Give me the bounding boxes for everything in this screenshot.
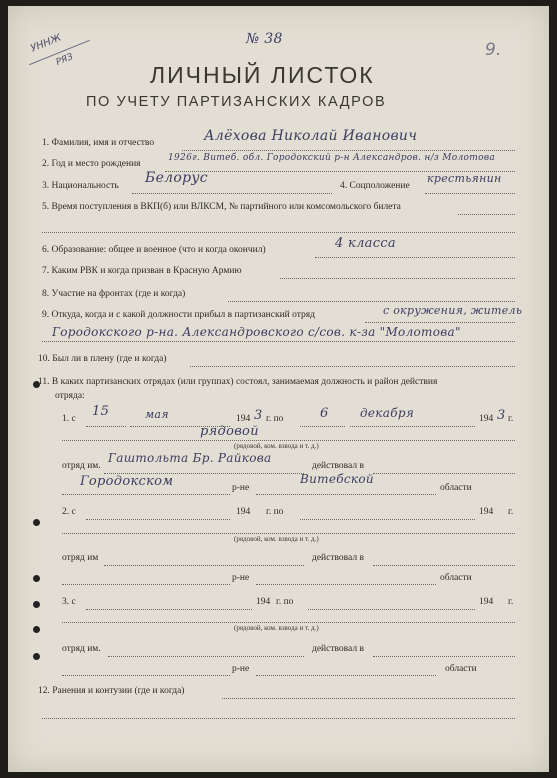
entry-1-month-from: мая <box>145 408 169 421</box>
entry-1-otryad-value: Гаштольта Бр. Райкова <box>108 451 272 465</box>
field-2-label: 2. Год и место рождения <box>42 159 141 169</box>
entry-2-g: г. <box>508 507 514 517</box>
field-8-label: 8. Участие на фронтах (где и когда) <box>42 289 186 299</box>
entry-3-line-from <box>86 609 252 610</box>
field-7-label: 7. Каким РВК и когда призван в Красную Армию <box>42 266 242 276</box>
field-2-value: 1926г. Витеб. обл. Городокский р-н Александров. н/з Молотова <box>168 153 496 163</box>
entry-2-prefix: 2. с <box>62 507 76 517</box>
binder-hole-6 <box>33 653 40 660</box>
field-1-value: Алёхова Николай Иванович <box>204 128 418 144</box>
field-6-line <box>315 257 515 258</box>
entry-2-line-rayon <box>62 584 230 585</box>
entry-1-line-oblast <box>256 494 436 495</box>
entry-3-line-to <box>308 609 475 610</box>
entry-1-rayon-value: Городокском <box>80 474 174 489</box>
entry-1-year-from: 3 <box>254 408 263 423</box>
entry-1-line-acted <box>373 473 515 474</box>
entry-1-prefix: 1. с <box>62 414 76 424</box>
entry-3-line-otryad <box>108 656 304 657</box>
binder-hole-4 <box>33 601 40 608</box>
entry-3-g-po: г. по <box>276 597 294 607</box>
entry-2-line-otryad <box>104 565 304 566</box>
entry-2-position-hint: (рядовой, ком. взвода и т. д.) <box>234 535 319 543</box>
entry-1-year-prefix-to: 194 <box>479 414 494 424</box>
field-5-label: 5. Время поступления в ВКП(б) или ВЛКСМ, № партийного или комсомольского билета <box>42 202 401 212</box>
field-11-label-cont: отряда: <box>55 391 85 401</box>
field-10-label: 10. Был ли в плену (где и когда) <box>38 354 167 364</box>
entry-1-day-from: 15 <box>92 404 110 419</box>
entry-1-otryad-label: отряд им. <box>62 461 101 471</box>
entry-2-year-prefix-to: 194 <box>479 507 494 517</box>
entry-3-oblast-label: области <box>445 664 477 674</box>
entry-1-year-prefix-from: 194 <box>236 414 251 424</box>
field-6-value: 4 класса <box>335 236 396 251</box>
entry-2-acted-label: действовал в <box>312 553 364 563</box>
entry-1-year-to: 3 <box>497 408 506 423</box>
entry-3-prefix: 3. с <box>62 597 76 607</box>
field-1-label: 1. Фамилия, имя и отчество <box>42 138 155 148</box>
entry-1-line-position <box>62 440 515 441</box>
entry-3-line-position <box>62 622 515 623</box>
entry-3-position-hint: (рядовой, ком. взвода и т. д.) <box>234 624 319 632</box>
field-1-line <box>182 150 515 151</box>
entry-1-month-to: декабря <box>360 406 415 420</box>
corner-page-mark: 9. <box>485 40 502 60</box>
entry-2-line-position <box>62 533 515 534</box>
entry-1-position: рядовой <box>200 424 259 439</box>
entry-1-day-to: 6 <box>320 406 329 421</box>
entry-2-line-acted <box>373 565 515 566</box>
field-12-line-a <box>222 698 515 699</box>
entry-1-oblast-value: Витебской <box>300 472 374 486</box>
binder-hole-3 <box>33 575 40 582</box>
field-9-line-b <box>42 341 515 342</box>
entry-2-rayon-label: р-не <box>232 573 250 583</box>
field-5-line-b <box>42 232 515 233</box>
field-12-line-b <box>42 718 515 719</box>
entry-3-acted-label: действовал в <box>312 644 364 654</box>
entry-3-rayon-label: р-не <box>232 664 250 674</box>
entry-2-line-oblast <box>256 584 436 585</box>
document-page <box>8 6 549 772</box>
field-4-value: крестьянин <box>427 172 502 185</box>
entry-1-acted-label: действовал в <box>312 461 364 471</box>
binder-hole-2 <box>33 519 40 526</box>
entry-3-line-acted <box>373 656 515 657</box>
binder-hole-5 <box>33 626 40 633</box>
field-3-value: Белорус <box>145 170 208 186</box>
archive-stamp-line2: РЯЗ <box>54 52 75 68</box>
document-number: № 38 <box>246 31 283 47</box>
entry-2-line-from <box>86 519 230 520</box>
entry-2-g-po: г. по <box>266 507 284 517</box>
entry-1-g-po: г. по <box>266 414 284 424</box>
field-6-label: 6. Образование: общее и военное (что и когда окончил) <box>42 245 266 255</box>
field-4-line <box>425 193 515 194</box>
entry-2-year-prefix-from: 194 <box>236 507 251 517</box>
entry-1-line-day-to <box>300 426 345 427</box>
form-subtitle: ПО УЧЕТУ ПАРТИЗАНСКИХ КАДРОВ <box>86 94 387 110</box>
field-9-value-line2: Городокского р-на. Александровского с/сов. к-за "Молотова" <box>52 325 461 339</box>
field-5-line-a <box>458 214 515 215</box>
entry-3-g: г. <box>508 597 514 607</box>
entry-1-line-day-from <box>86 426 126 427</box>
entry-3-year-prefix-from: 194 <box>256 597 271 607</box>
entry-2-line-to <box>300 519 475 520</box>
archive-stamp-line1: УННЖ <box>29 32 63 55</box>
field-8-line <box>228 301 515 302</box>
entry-1-rayon-label: р-не <box>232 483 250 493</box>
entry-1-oblast-label: области <box>440 483 472 493</box>
entry-2-otryad-label: отряд им <box>62 553 99 563</box>
field-11-label: 11. В каких партизанских отрядах (или группах) состоял, занимаемая должность и район действия <box>38 377 438 387</box>
entry-1-position-hint: (рядовой, ком. взвода и т. д.) <box>234 442 319 450</box>
entry-3-line-rayon <box>62 675 230 676</box>
entry-3-line-oblast <box>256 675 436 676</box>
field-4-label: 4. Соцположение <box>340 181 410 191</box>
form-title: ЛИЧНЫЙ ЛИСТОК <box>150 62 375 88</box>
field-9-value-line1: с окружения, житель <box>383 304 523 317</box>
entry-2-oblast-label: области <box>440 573 472 583</box>
field-9-line-a <box>365 322 515 323</box>
entry-1-line-rayon <box>62 494 230 495</box>
entry-1-g: г. <box>508 414 514 424</box>
field-3-label: 3. Национальность <box>42 181 119 191</box>
field-7-line <box>280 278 515 279</box>
entry-3-otryad-label: отряд им. <box>62 644 101 654</box>
field-12-label: 12. Ранения и контузии (где и когда) <box>38 686 185 696</box>
entry-3-year-prefix-to: 194 <box>479 597 494 607</box>
field-9-label: 9. Откуда, когда и с какой должности прибыл в партизанский отряд <box>42 310 315 320</box>
field-3-line <box>132 193 332 194</box>
entry-1-line-month-to <box>350 426 475 427</box>
field-10-line <box>190 366 515 367</box>
